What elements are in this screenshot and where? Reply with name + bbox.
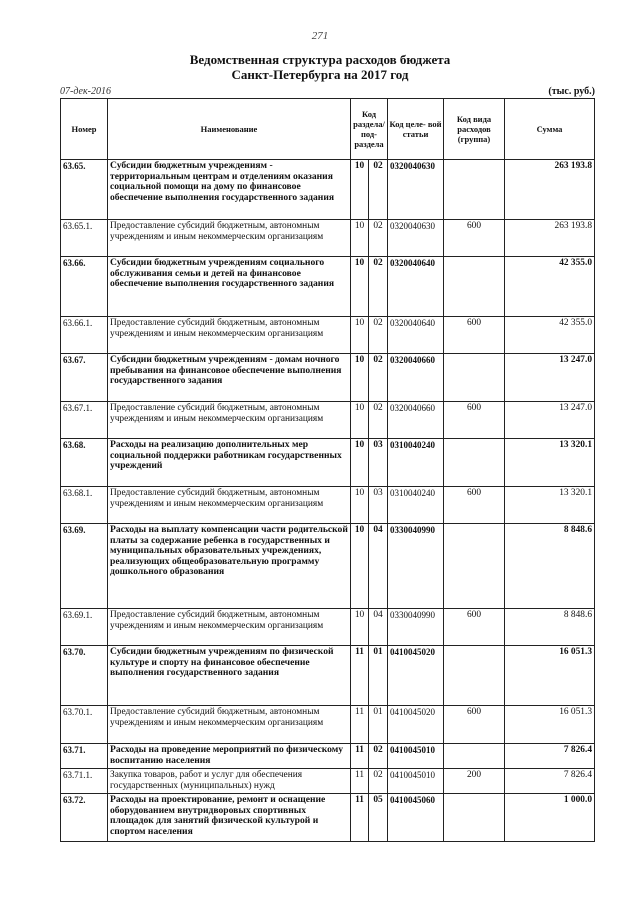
row-amount: 263 193.8 (505, 220, 595, 257)
row-subsection: 02 (369, 257, 388, 317)
row-section: 10 (351, 524, 369, 609)
table-row (61, 402, 595, 439)
table-row (61, 220, 595, 257)
document-date: 07-дек-2016 (60, 86, 111, 97)
page-number: 271 (311, 30, 329, 42)
row-expense-type (444, 794, 505, 842)
row-target-code: 0320040660 (388, 354, 444, 402)
row-section: 10 (351, 317, 369, 354)
row-amount: 42 355.0 (505, 257, 595, 317)
row-target-code: 0320040630 (388, 160, 444, 220)
title-line-2: Санкт-Петербурга на 2017 год (231, 67, 409, 82)
row-expense-type (444, 744, 505, 769)
row-name: Расходы на выплату компенсации части родительской платы за содержание ребенка в государственных и муниципальных образовательных учреждениях, реализующих общеобразовательную программу дошкольного образования (108, 524, 351, 609)
row-name: Предоставление субсидий бюджетным, автономным учреждениям и иным некоммерческим организациям (108, 609, 351, 646)
row-name: Расходы на проектирование, ремонт и оснащение оборудованием внутридворовых спортивных площадок для занятий физической культурой и спортом населения (108, 794, 351, 842)
header-number: Номер (61, 99, 108, 160)
units-label: (тыс. руб.) (548, 86, 595, 97)
row-amount: 16 051.3 (505, 706, 595, 744)
row-subsection: 05 (369, 794, 388, 842)
row-number: 63.65. (61, 160, 108, 220)
table-row (61, 160, 595, 220)
row-section: 10 (351, 160, 369, 220)
table-row (61, 524, 595, 609)
row-subsection: 02 (369, 220, 388, 257)
row-subsection: 04 (369, 524, 388, 609)
row-name: Предоставление субсидий бюджетным, автономным учреждениям и иным некоммерческим организациям (108, 487, 351, 524)
row-section: 10 (351, 609, 369, 646)
row-target-code: 0410045020 (388, 646, 444, 706)
table-row (61, 487, 595, 524)
row-expense-type: 600 (444, 609, 505, 646)
row-expense-type (444, 257, 505, 317)
row-section: 11 (351, 744, 369, 769)
row-target-code: 0320040660 (388, 402, 444, 439)
row-amount: 16 051.3 (505, 646, 595, 706)
row-expense-type (444, 646, 505, 706)
row-expense-type: 200 (444, 769, 505, 794)
row-subsection: 04 (369, 609, 388, 646)
row-section: 10 (351, 257, 369, 317)
row-expense-type (444, 354, 505, 402)
row-target-code: 0320040640 (388, 257, 444, 317)
row-amount: 13 320.1 (505, 487, 595, 524)
row-subsection: 01 (369, 646, 388, 706)
row-number: 63.71.1. (61, 769, 108, 794)
row-name: Расходы на реализацию дополнительных мер социальной поддержки работникам государственных учреждений (108, 439, 351, 487)
row-number: 63.65.1. (61, 220, 108, 257)
row-number: 63.70. (61, 646, 108, 706)
row-name: Предоставление субсидий бюджетным, автономным учреждениям и иным некоммерческим организациям (108, 317, 351, 354)
row-target-code: 0320040630 (388, 220, 444, 257)
row-target-code: 0310040240 (388, 487, 444, 524)
table-row (61, 794, 595, 842)
table-header-row (61, 99, 595, 160)
row-expense-type (444, 524, 505, 609)
row-number: 63.66. (61, 257, 108, 317)
row-number: 63.67. (61, 354, 108, 402)
table-row (61, 769, 595, 794)
table-row (61, 439, 595, 487)
row-name: Закупка товаров, работ и услуг для обеспечения государственных (муниципальных) нужд (108, 769, 351, 794)
row-amount: 13 320.1 (505, 439, 595, 487)
title-line-1: Ведомственная структура расходов бюджета (189, 52, 451, 67)
header-expense-type: Код вида расходов (группа) (444, 99, 505, 160)
table-row (61, 744, 595, 769)
row-amount: 13 247.0 (505, 354, 595, 402)
row-amount: 7 826.4 (505, 744, 595, 769)
row-name: Субсидии бюджетным учреждениям по физической культуре и спорту на финансовое обеспечение выполнения государственного задания (108, 646, 351, 706)
table-row (61, 646, 595, 706)
header-name: Наименование (108, 99, 351, 160)
row-subsection: 02 (369, 317, 388, 354)
row-section: 11 (351, 706, 369, 744)
row-target-code: 0410045020 (388, 706, 444, 744)
table-row (61, 257, 595, 317)
header-target: Код целе- вой статьи (388, 99, 444, 160)
row-name: Субсидии бюджетным учреждениям - территориальным центрам и отделениям оказания социальной помощи на дому по финансовое обеспечение выполнения государственного задания (108, 160, 351, 220)
row-expense-type: 600 (444, 706, 505, 744)
row-number: 63.69.1. (61, 609, 108, 646)
row-subsection: 03 (369, 487, 388, 524)
budget-table (60, 98, 595, 842)
row-amount: 8 848.6 (505, 524, 595, 609)
row-amount: 8 848.6 (505, 609, 595, 646)
row-target-code: 0330040990 (388, 609, 444, 646)
row-subsection: 02 (369, 160, 388, 220)
row-section: 11 (351, 769, 369, 794)
row-section: 10 (351, 402, 369, 439)
row-number: 63.70.1. (61, 706, 108, 744)
row-name: Предоставление субсидий бюджетным, автономным учреждениям и иным некоммерческим организациям (108, 402, 351, 439)
table-row (61, 609, 595, 646)
row-section: 11 (351, 794, 369, 842)
row-number: 63.66.1. (61, 317, 108, 354)
header-section: Код раздела/ под- раздела (351, 99, 388, 160)
row-section: 11 (351, 646, 369, 706)
row-amount: 13 247.0 (505, 402, 595, 439)
row-expense-type: 600 (444, 317, 505, 354)
row-name: Предоставление субсидий бюджетным, автономным учреждениям и иным некоммерческим организациям (108, 220, 351, 257)
row-subsection: 02 (369, 744, 388, 769)
row-section: 10 (351, 220, 369, 257)
document-title (0, 52, 640, 82)
row-subsection: 02 (369, 769, 388, 794)
row-expense-type (444, 160, 505, 220)
table-row (61, 354, 595, 402)
row-expense-type: 600 (444, 487, 505, 524)
row-number: 63.67.1. (61, 402, 108, 439)
row-section: 10 (351, 354, 369, 402)
row-section: 10 (351, 487, 369, 524)
row-name: Расходы на проведение мероприятий по физическому воспитанию населения (108, 744, 351, 769)
row-amount: 1 000.0 (505, 794, 595, 842)
row-target-code: 0330040990 (388, 524, 444, 609)
row-amount: 263 193.8 (505, 160, 595, 220)
table-body (61, 160, 595, 842)
row-number: 63.68. (61, 439, 108, 487)
row-expense-type: 600 (444, 402, 505, 439)
row-number: 63.69. (61, 524, 108, 609)
row-subsection: 02 (369, 354, 388, 402)
row-number: 63.72. (61, 794, 108, 842)
row-number: 63.71. (61, 744, 108, 769)
row-subsection: 01 (369, 706, 388, 744)
row-expense-type: 600 (444, 220, 505, 257)
row-subsection: 03 (369, 439, 388, 487)
row-subsection: 02 (369, 402, 388, 439)
row-name: Предоставление субсидий бюджетным, автономным учреждениям и иным некоммерческим организациям (108, 706, 351, 744)
row-target-code: 0410045010 (388, 769, 444, 794)
row-name: Субсидии бюджетным учреждениям - домам ночного пребывания на финансовое обеспечение выполнения государственного задания (108, 354, 351, 402)
row-amount: 42 355.0 (505, 317, 595, 354)
row-target-code: 0410045010 (388, 744, 444, 769)
row-target-code: 0310040240 (388, 439, 444, 487)
row-section: 10 (351, 439, 369, 487)
row-expense-type (444, 439, 505, 487)
row-target-code: 0410045060 (388, 794, 444, 842)
row-name: Субсидии бюджетным учреждениям социального обслуживания семьи и детей на финансовое обеспечение выполнения государственного задания (108, 257, 351, 317)
row-number: 63.68.1. (61, 487, 108, 524)
row-amount: 7 826.4 (505, 769, 595, 794)
table-row (61, 706, 595, 744)
row-target-code: 0320040640 (388, 317, 444, 354)
header-amount: Сумма (505, 99, 595, 160)
table-row (61, 317, 595, 354)
